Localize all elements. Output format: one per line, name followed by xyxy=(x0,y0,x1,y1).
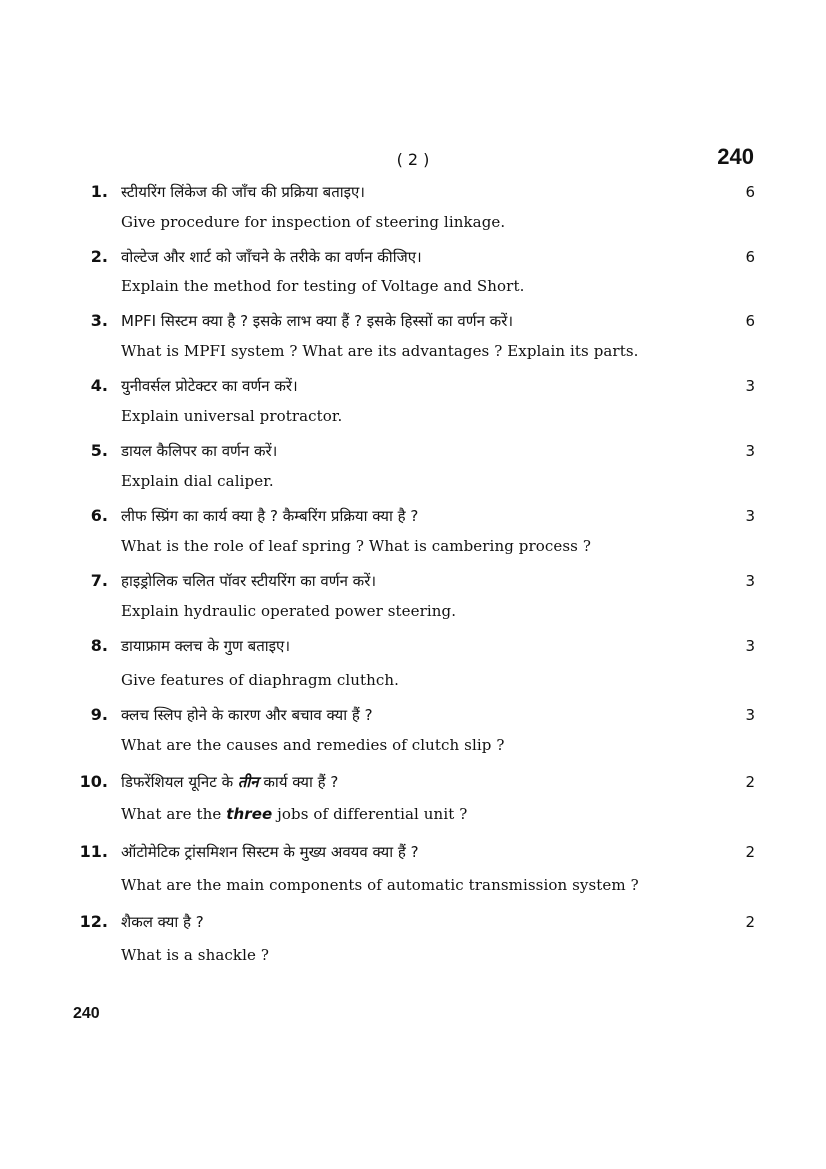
question-number: 12. xyxy=(79,912,108,931)
question-english: Give features of diaphragm cluthch. xyxy=(121,671,400,689)
paper-code-header: 240 xyxy=(717,144,754,169)
question-marks: 3 xyxy=(745,572,755,590)
question-hindi-post: कार्य क्या हैं ? xyxy=(258,773,339,791)
question-english: Explain the method for testing of Voltage and Short. xyxy=(121,277,525,295)
question-hindi: क्लच स्लिप होने के कारण और बचाव क्या हैं ? xyxy=(121,706,373,724)
question-marks: 3 xyxy=(745,706,755,724)
question-marks: 3 xyxy=(745,637,755,655)
question-marks: 3 xyxy=(745,442,755,460)
question-english: What are the main components of automatic transmission system ? xyxy=(121,876,639,894)
question-english: Explain hydraulic operated power steering. xyxy=(121,602,457,620)
question-english: What is a shackle ? xyxy=(121,946,269,964)
question-english: What is MPFI system ? What are its advantages ? Explain its parts. xyxy=(121,342,639,360)
question-english: Explain universal protractor. xyxy=(121,407,343,425)
question-hindi-pre: डिफरेंशियल यूनिट के xyxy=(121,773,238,791)
question-english: Give procedure for inspection of steering linkage. xyxy=(121,213,506,231)
question-english: What are the causes and remedies of clutch slip ? xyxy=(121,736,505,754)
question-number: 8. xyxy=(90,636,108,655)
question-marks: 3 xyxy=(745,377,755,395)
question-hindi xyxy=(121,772,338,792)
question-number: 6. xyxy=(90,506,108,525)
question-marks: 6 xyxy=(745,248,755,266)
question-number: 1. xyxy=(90,182,108,201)
question-hindi: ऑटोमेटिक ट्रांसमिशन सिस्टम के मुख्य अवयव क्या हैं ? xyxy=(121,843,419,861)
question-marks: 2 xyxy=(745,843,755,861)
question-marks: 2 xyxy=(745,773,755,791)
question-english-post: jobs of differential unit ? xyxy=(272,805,468,823)
question-number: 11. xyxy=(79,842,108,861)
question-number: 4. xyxy=(90,376,108,395)
question-marks: 2 xyxy=(745,913,755,931)
question-english-emphasis: three xyxy=(226,805,273,823)
question-hindi: हाइड्रोलिक चलित पॉवर स्टीयरिंग का वर्णन करें। xyxy=(121,572,377,590)
question-number: 7. xyxy=(90,571,108,590)
question-number: 9. xyxy=(90,705,108,724)
question-hindi: शैकल क्या है ? xyxy=(121,913,204,931)
question-number: 5. xyxy=(90,441,108,460)
question-marks: 6 xyxy=(745,312,755,330)
question-english: Explain dial caliper. xyxy=(121,472,274,490)
question-hindi: MPFI सिस्टम क्या है ? इसके लाभ क्या हैं ? इसके हिस्सों का वर्णन करें। xyxy=(121,312,514,330)
question-hindi: स्टीयरिंग लिंकेज की जाँच की प्रक्रिया बताइए। xyxy=(121,183,365,201)
question-marks: 3 xyxy=(745,507,755,525)
question-hindi: लीफ स्प्रिंग का कार्य क्या है ? कैम्बरिंग प्रक्रिया क्या है ? xyxy=(121,507,419,525)
question-english xyxy=(121,804,467,824)
page-number: ( 2 ) xyxy=(396,150,430,169)
question-english-pre: What are the xyxy=(121,805,227,823)
question-hindi-emphasis: तीन xyxy=(237,773,259,791)
question-number: 10. xyxy=(79,772,108,791)
paper-code-footer: 240 xyxy=(73,1005,100,1022)
question-number: 2. xyxy=(90,247,108,266)
question-hindi: डायल कैलिपर का वर्णन करें। xyxy=(121,442,278,460)
question-english: What is the role of leaf spring ? What is cambering process ? xyxy=(121,537,591,555)
question-hindi: डायाफ्राम क्लच के गुण बताइए। xyxy=(121,637,291,655)
question-number: 3. xyxy=(90,311,108,330)
question-hindi: वोल्टेज और शार्ट को जाँचने के तरीके का वर्णन कीजिए। xyxy=(121,248,422,266)
question-hindi: युनीवर्सल प्रोटेक्टर का वर्णन करें। xyxy=(121,377,298,395)
question-marks: 6 xyxy=(745,183,755,201)
